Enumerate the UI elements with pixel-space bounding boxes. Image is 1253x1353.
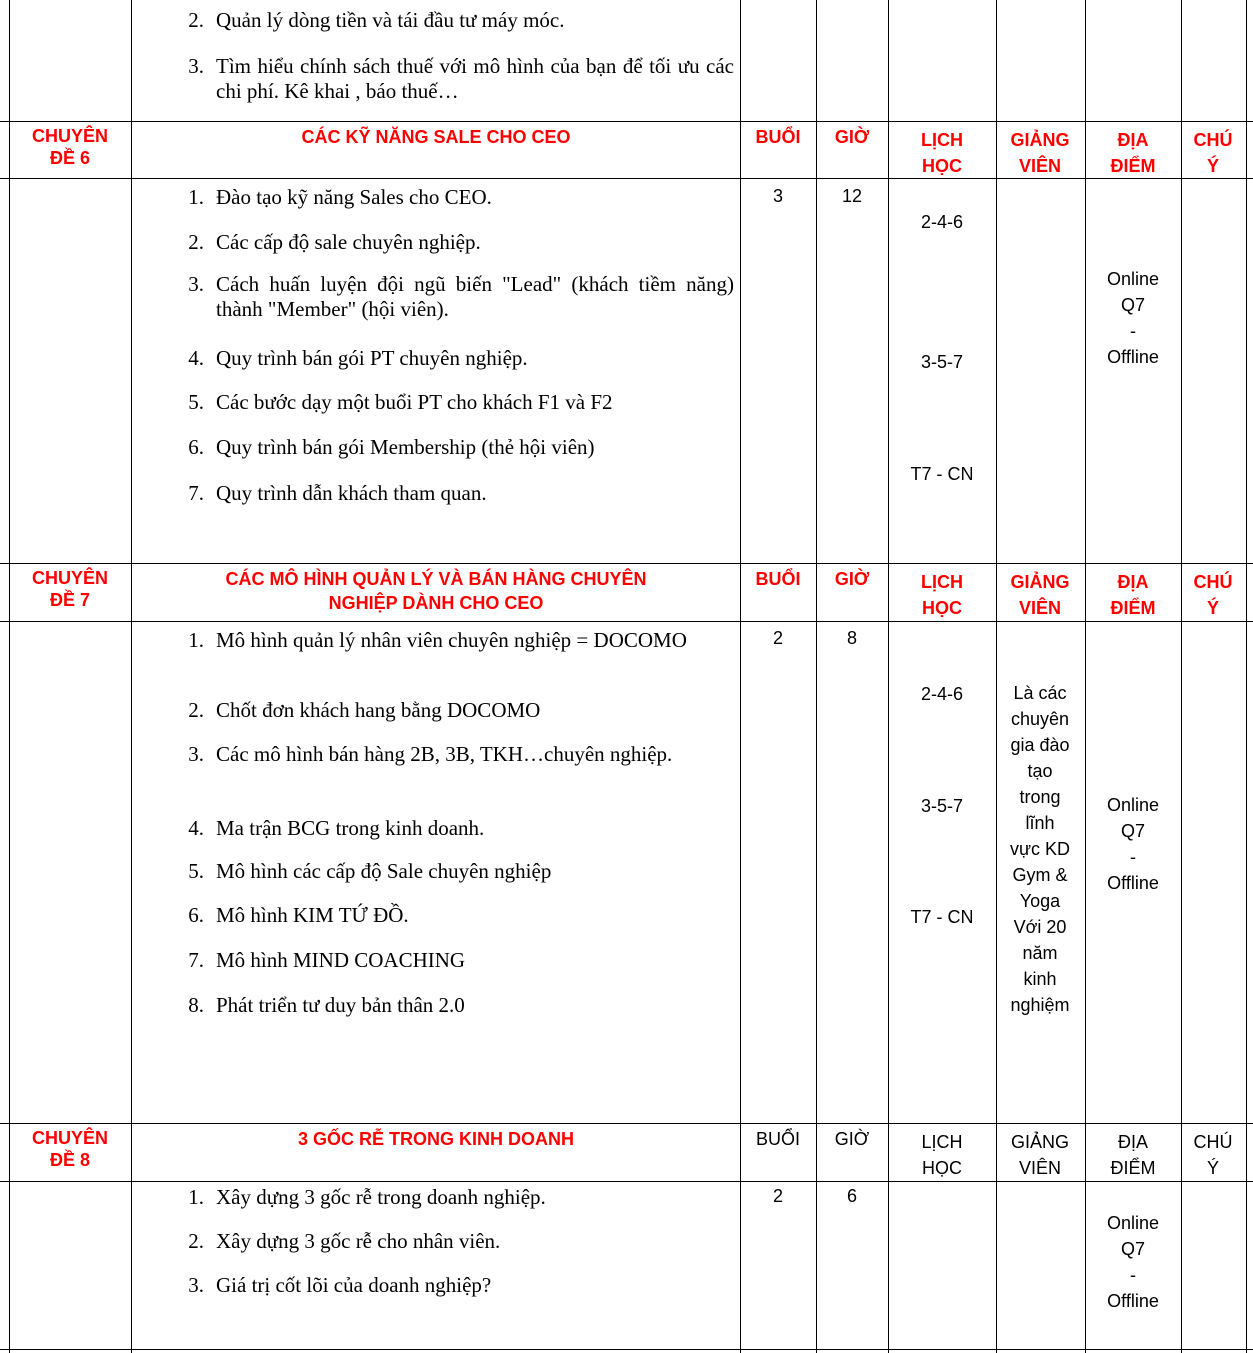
list-item: 6. Quy trình bán gói Membership (thẻ hội viên) xyxy=(188,435,595,459)
list-item: 8. Phát triển tư duy bản thân 2.0 xyxy=(188,993,465,1017)
table-border xyxy=(0,621,1253,622)
header-schedule: LỊCH HỌC xyxy=(921,130,963,176)
section-label: CHUYÊN ĐỀ 6 xyxy=(31,126,109,168)
section-title: CÁC MÔ HÌNH QUẢN LÝ VÀ BÁN HÀNG CHUYÊN NGHIỆP DÀNH CHO CEO xyxy=(225,569,647,613)
sessions-value: 2 xyxy=(772,1186,784,1206)
hours-value: 8 xyxy=(846,628,858,648)
schedule-value: T7 - CN xyxy=(910,464,974,484)
list-item: 3. Cách huấn luyện đội ngũ biến "Lead" (khách tiềm năng) thành "Member" (hội viên). xyxy=(188,272,734,321)
header-schedule: LỊCH HỌC xyxy=(921,572,963,618)
list-item: 3. Tìm hiểu chính sách thuế với mô hình của bạn để tối ưu các chi phí. Kê khai , báo thuế… xyxy=(188,54,734,103)
list-item: 2. Các cấp độ sale chuyên nghiệp. xyxy=(188,230,481,254)
section-title: CÁC KỸ NĂNG SALE CHO CEO xyxy=(301,127,571,147)
list-item: 6. Mô hình KIM TỨ ĐỒ. xyxy=(188,903,409,927)
table-border xyxy=(131,0,132,1353)
location-value: Online Q7 - Offline xyxy=(1106,795,1160,893)
list-item: 2. Quản lý dòng tiền và tái đầu tư máy móc. xyxy=(188,8,565,32)
table-border xyxy=(0,563,1253,564)
lecturer-value: Là các chuyên gia đào tạo trong lĩnh vực KD Gym & Yoga Với 20 năm kinh nghiệm xyxy=(1009,683,1071,1015)
header-lecturer: GIẢNG VIÊN xyxy=(1010,130,1070,176)
header-schedule: LỊCH HỌC xyxy=(921,1132,963,1178)
schedule-value: 2-4-6 xyxy=(920,212,964,232)
section-title: 3 GỐC RỄ TRONG KINH DOANH xyxy=(297,1129,575,1149)
table-border xyxy=(740,0,741,1353)
list-item: 4. Ma trận BCG trong kinh doanh. xyxy=(188,816,485,840)
list-item: 5. Mô hình các cấp độ Sale chuyên nghiệp xyxy=(188,859,552,883)
sessions-value: 2 xyxy=(772,628,784,648)
header-location: ĐỊA ĐIỂM xyxy=(1110,572,1156,618)
schedule-value: T7 - CN xyxy=(910,907,974,927)
list-item: 3. Giá trị cốt lõi của doanh nghiệp? xyxy=(188,1273,492,1297)
list-item: 2. Xây dựng 3 gốc rễ cho nhân viên. xyxy=(188,1229,501,1253)
list-item: 7. Quy trình dẫn khách tham quan. xyxy=(188,481,487,505)
section-label: CHUYÊN ĐỀ 7 xyxy=(31,568,109,610)
header-location: ĐỊA ĐIỂM xyxy=(1110,1132,1156,1178)
header-hours: GIỜ xyxy=(834,1129,870,1149)
header-sessions: BUỔI xyxy=(755,127,801,147)
list-item: 5. Các bước dạy một buổi PT cho khách F1 và F2 xyxy=(188,390,613,414)
header-note: CHÚ Ý xyxy=(1193,572,1233,618)
schedule-value: 3-5-7 xyxy=(920,796,964,816)
table-border xyxy=(0,1123,1253,1124)
table-border xyxy=(816,0,817,1353)
table-border xyxy=(9,0,10,1353)
list-item: 3. Các mô hình bán hàng 2B, 3B, TKH…chuyên nghiệp. xyxy=(188,742,673,766)
header-note: CHÚ Ý xyxy=(1193,1132,1233,1178)
sessions-value: 3 xyxy=(772,186,784,206)
list-item: 7. Mô hình MIND COACHING xyxy=(188,948,466,972)
list-item: 4. Quy trình bán gói PT chuyên nghiệp. xyxy=(188,346,528,370)
header-hours: GIỜ xyxy=(834,127,870,147)
table-border xyxy=(1085,0,1086,1353)
schedule-value: 2-4-6 xyxy=(920,684,964,704)
table-border xyxy=(0,121,1253,122)
header-note: CHÚ Ý xyxy=(1193,130,1233,176)
list-item: 1. Xây dựng 3 gốc rễ trong doanh nghiệp. xyxy=(188,1185,546,1209)
list-item: 2. Chốt đơn khách hang bằng DOCOMO xyxy=(188,698,541,722)
list-item: 1. Mô hình quản lý nhân viên chuyên nghiệp = DOCOMO xyxy=(188,628,687,652)
header-lecturer: GIẢNG VIÊN xyxy=(1010,1132,1070,1178)
section-label: CHUYÊN ĐỀ 8 xyxy=(31,1128,109,1170)
table-border xyxy=(888,0,889,1353)
location-value: Online Q7 - Offline xyxy=(1106,269,1160,367)
location-value: Online Q7 - Offline xyxy=(1106,1213,1160,1311)
table-border xyxy=(0,1181,1253,1182)
schedule-value: 3-5-7 xyxy=(920,352,964,372)
header-sessions: BUỔI xyxy=(755,1129,801,1149)
table-border xyxy=(996,0,997,1353)
hours-value: 12 xyxy=(841,186,863,206)
header-hours: GIỜ xyxy=(834,569,870,589)
table-border xyxy=(0,1349,1253,1350)
table-border xyxy=(1246,0,1247,1353)
table-border xyxy=(1181,0,1182,1353)
header-lecturer: GIẢNG VIÊN xyxy=(1010,572,1070,618)
header-location: ĐỊA ĐIỂM xyxy=(1110,130,1156,176)
hours-value: 6 xyxy=(846,1186,858,1206)
header-sessions: BUỔI xyxy=(755,569,801,589)
list-item: 1. Đào tạo kỹ năng Sales cho CEO. xyxy=(188,185,492,209)
